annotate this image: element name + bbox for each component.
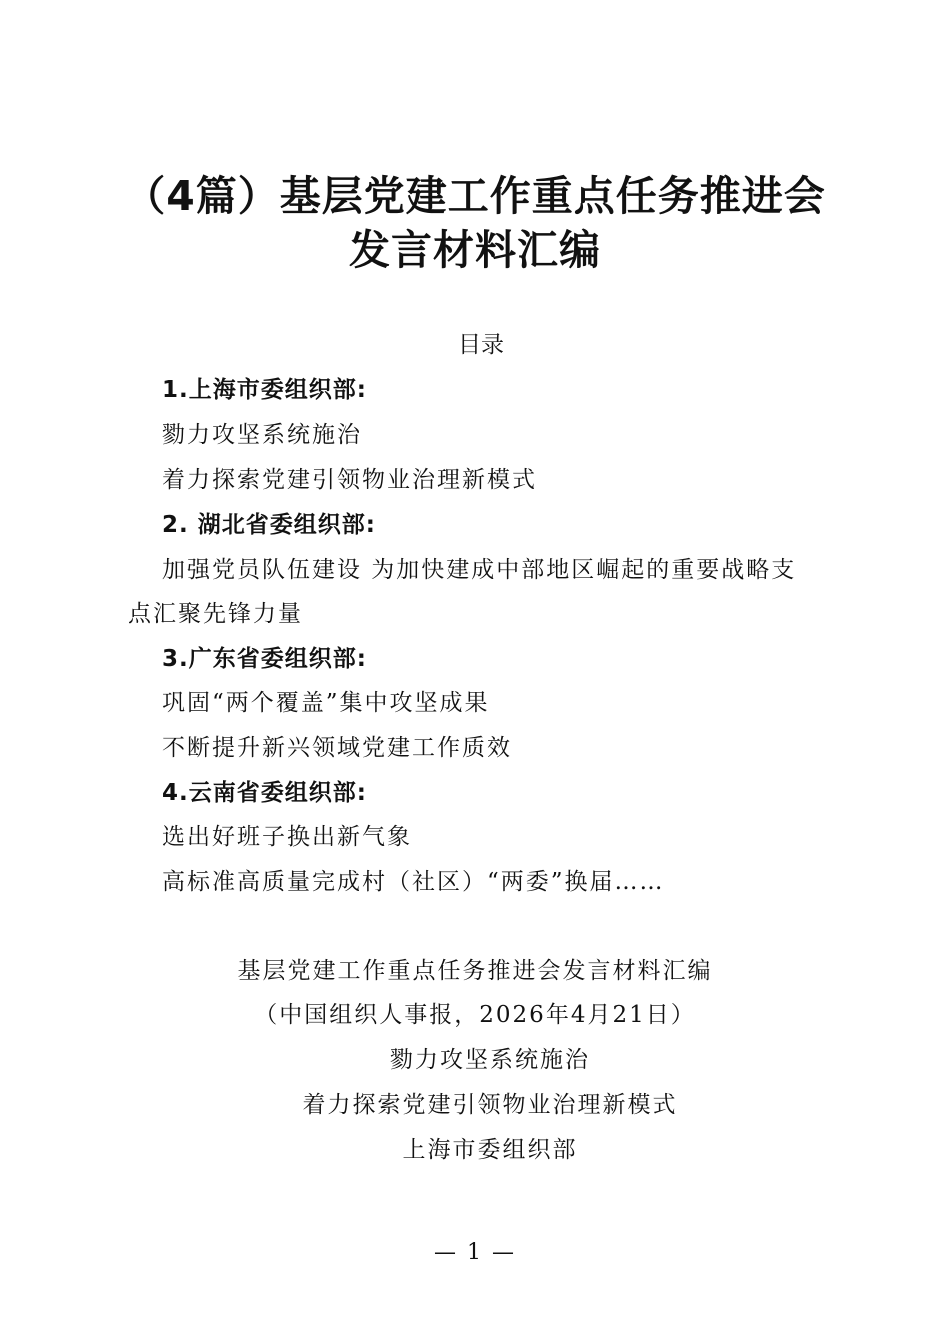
- toc-item: 巩固“两个覆盖”集中攻坚成果: [162, 690, 490, 716]
- page-number: — 1 —: [434, 1240, 516, 1265]
- toc-section-3-heading: 3.广东省委组织部:: [162, 646, 367, 672]
- toc-heading: 目录: [458, 332, 504, 358]
- author-line: 上海市委组织部: [402, 1137, 578, 1163]
- toc-item: 选出好班子换出新气象: [162, 824, 412, 850]
- article-subtitle: 着力探索党建引领物业治理新模式: [302, 1092, 678, 1118]
- toc-section-1-heading: 1.上海市委组织部:: [162, 377, 367, 403]
- article-title: 勠力攻坚系统施治: [390, 1047, 590, 1073]
- toc-item: 不断提升新兴领域党建工作质效: [162, 735, 512, 761]
- toc-item: 高标准高质量完成村（社区）“两委”换届……: [162, 869, 665, 895]
- toc-item: 勠力攻坚系统施治: [162, 422, 362, 448]
- toc-item: 着力探索党建引领物业治理新模式: [162, 467, 537, 493]
- toc-item-continuation: 点汇聚先锋力量: [128, 601, 303, 627]
- document-title-line-2: 发言材料汇编: [349, 226, 601, 274]
- toc-section-4-heading: 4.云南省委组织部:: [162, 780, 367, 806]
- collection-title: 基层党建工作重点任务推进会发言材料汇编: [237, 958, 713, 984]
- source-line: （中国组织人事报，2026年4月21日）: [254, 1002, 696, 1028]
- toc-item: 加强党员队伍建设 为加快建成中部地区崛起的重要战略支: [162, 557, 797, 583]
- document-title-line-1: （4篇）基层党建工作重点任务推进会: [124, 172, 826, 220]
- toc-section-2-heading: 2. 湖北省委组织部:: [162, 512, 376, 538]
